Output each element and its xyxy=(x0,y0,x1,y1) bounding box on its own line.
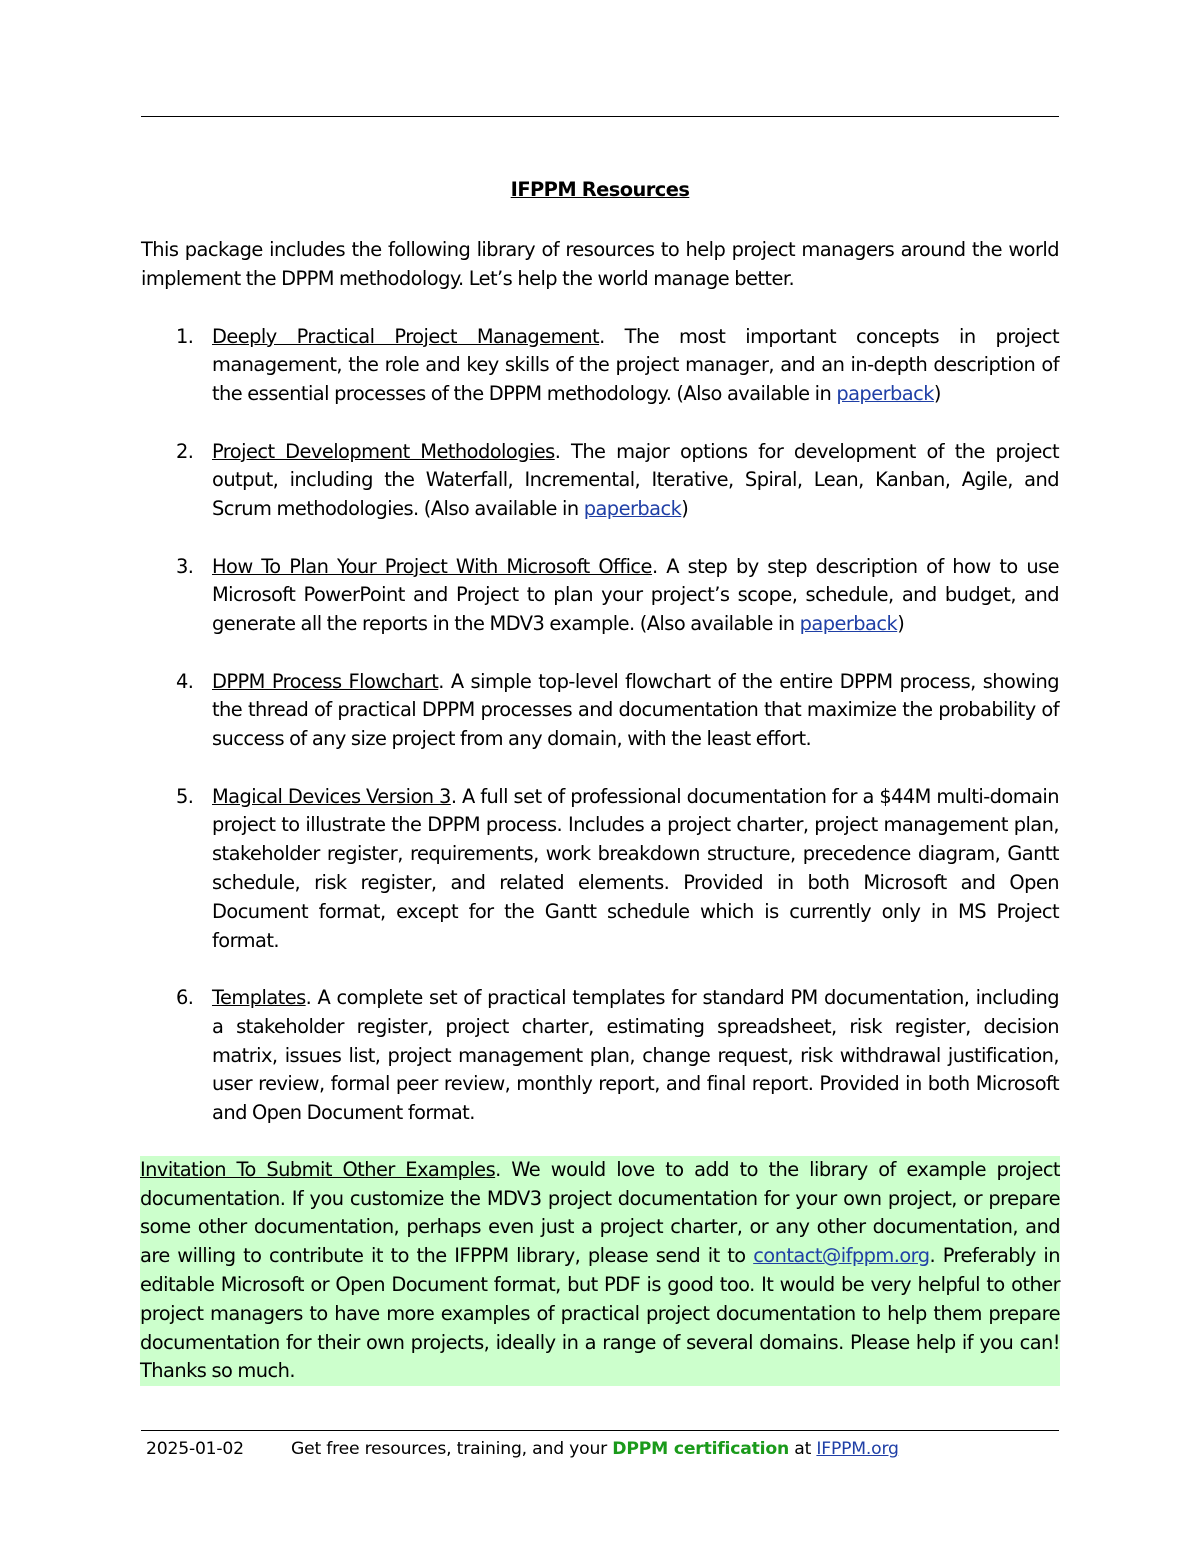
resource-title-period: . xyxy=(651,554,658,578)
list-item xyxy=(141,323,1059,409)
resource-title: Templates xyxy=(212,985,306,1009)
header-rule xyxy=(141,116,1059,117)
resource-title: DPPM Process Flowchart xyxy=(212,669,439,693)
paperback-link[interactable]: paperback xyxy=(836,382,934,406)
list-item xyxy=(141,783,1059,956)
invitation-text: We would love to add to the library of example project documentation. If you customize the MDV3 project documentation for your own project, or prepare some other documentation, perhaps even just a project charter, or any other documentation, and are willing to contribute it to the IFPPM library, please send it to xyxy=(140,1157,1060,1268)
page-footer xyxy=(146,1436,1056,1462)
footer-certification: DPPM certification xyxy=(612,1439,789,1459)
list-number: 4. xyxy=(176,669,194,693)
list-number: 2. xyxy=(176,439,194,463)
resource-description: A simple top-level flowchart of the entire DPPM process, showing the thread of practical DPPM processes and documentation that maximize the probability of success of any size project from any domain, with the least effort. xyxy=(212,669,1059,751)
resource-description: The most important concepts in project management, the role and key skills of the project manager, and an in-depth description of the essential processes of the DPPM methodology. (Also available in xyxy=(212,324,1059,406)
page-title: IFPPM Resources xyxy=(510,178,690,201)
closing-paren: ) xyxy=(933,382,941,406)
contact-email-link[interactable]: contact@ifppm.org xyxy=(753,1244,930,1268)
resource-title: Magical Devices Version 3 xyxy=(212,784,451,808)
list-item xyxy=(141,553,1059,639)
footer-site-link[interactable]: IFPPM.org xyxy=(816,1439,899,1459)
list-item xyxy=(141,668,1059,754)
paperback-link[interactable]: paperback xyxy=(799,612,898,636)
invitation-text-end: . Preferably in editable Microsoft or Open Document format, but PDF is good too. It would be very helpful to other project managers to have more examples of practical project documentation to help them prepare documentation for their own projects, ideally in a range of several domains. Please help if you can! Thanks so much. xyxy=(140,1244,1060,1383)
footer-date: 2025-01-02 xyxy=(146,1439,244,1459)
resource-title-period: . xyxy=(554,439,561,463)
paperback-link[interactable]: paperback xyxy=(583,497,682,521)
resource-title-period: . xyxy=(438,669,444,693)
resource-title: How To Plan Your Project With Microsoft Office xyxy=(212,554,652,578)
resource-title-period: . xyxy=(450,784,457,808)
resource-description: A step by step description of how to use Microsoft PowerPoint and Project to plan your project’s scope, schedule, and budget, and generate all the reports in the MDV3 example. (Also available in xyxy=(212,554,1059,636)
resource-title-period: . xyxy=(599,324,605,348)
list-number: 6. xyxy=(176,985,194,1009)
footer-text-middle: at xyxy=(788,1439,817,1459)
list-number: 3. xyxy=(176,554,194,578)
list-item xyxy=(141,438,1059,524)
intro-paragraph: This package includes the following library of resources to help project managers around the world implement the DPPM methodology. Let’s help the world manage better. xyxy=(141,238,1059,290)
closing-paren: ) xyxy=(897,612,905,636)
invitation-heading: Invitation To Submit Other Examples xyxy=(140,1157,496,1181)
resource-description: The major options for development of the project output, including the Waterfall, Incremental, Iterative, Spiral, Lean, Kanban, Agile, and Scrum methodologies. (Also available in xyxy=(212,439,1059,521)
closing-paren: ) xyxy=(681,497,689,521)
list-number: 5. xyxy=(176,784,194,808)
resource-title: Project Development Methodologies xyxy=(212,439,555,463)
resource-title-period: . xyxy=(305,985,312,1009)
footer-text: Get free resources, training, and your xyxy=(291,1439,613,1459)
footer-rule xyxy=(141,1430,1059,1431)
resource-title: Deeply Practical Project Management xyxy=(212,324,600,348)
invitation-heading-period: . xyxy=(495,1157,501,1181)
resource-description: A complete set of practical templates for standard PM documentation, including a stakeholder register, project charter, estimating spreadsheet, risk register, decision matrix, issues list, project management plan, change request, risk withdrawal justification, user review, formal peer review, monthly report, and final report. Provided in both Microsoft and Open Document format. xyxy=(212,985,1059,1125)
list-number: 1. xyxy=(176,324,194,348)
resource-description: A full set of professional documentation for a $44M multi-domain project to illustrate the DPPM process. Includes a project charter, project management plan, stakeholder register, requirements, work breakdown structure, precedence diagram, Gantt schedule, risk register, and related elements. Provided in both Microsoft and Open Document format, except for the Gantt schedule which is currently only in MS Project format. xyxy=(212,784,1059,952)
list-item xyxy=(141,984,1059,1128)
invitation-box xyxy=(140,1156,1060,1386)
resource-list xyxy=(141,323,1059,1128)
document-body xyxy=(141,172,1059,1386)
